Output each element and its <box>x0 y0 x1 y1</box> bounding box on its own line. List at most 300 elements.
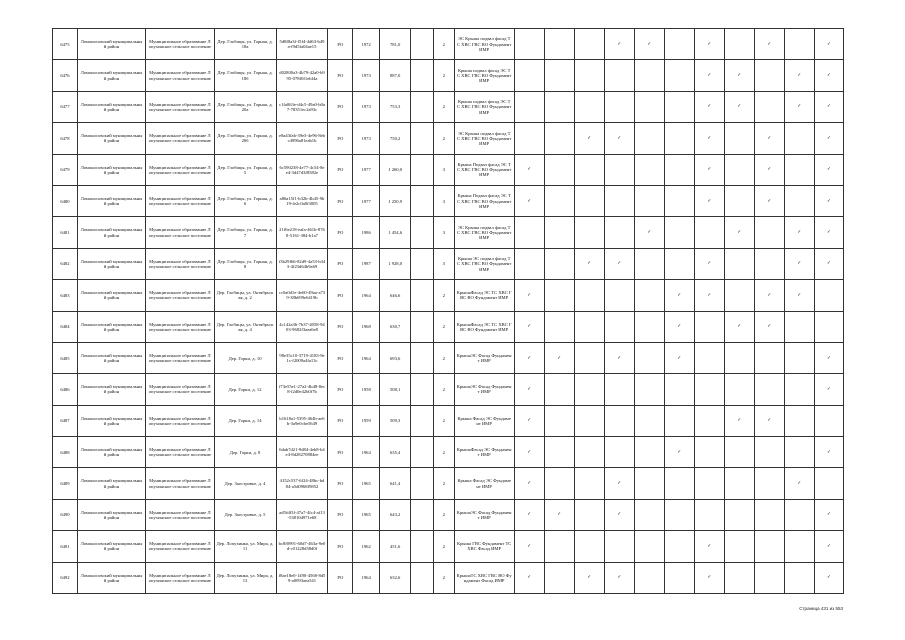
work-mark-cell: ✓ <box>814 374 843 405</box>
work-mark-cell <box>544 185 574 216</box>
work-mark-cell <box>544 311 574 342</box>
cell-type: РО <box>328 154 353 185</box>
work-mark-cell <box>724 185 754 216</box>
work-mark-cell: ✓ <box>694 248 724 279</box>
table-row <box>53 91 844 122</box>
work-mark-cell <box>604 405 634 436</box>
work-mark-cell <box>754 342 784 373</box>
work-mark-cell <box>754 374 784 405</box>
work-mark-cell: ✓ <box>784 217 814 248</box>
work-mark-cell <box>514 248 544 279</box>
work-mark-cell <box>544 91 574 122</box>
cell-address: Дер. Глобицы, ул. Горная, д. 6 <box>214 185 276 216</box>
work-mark-cell: ✓ <box>664 437 694 468</box>
work-mark-cell <box>604 531 634 562</box>
work-mark-cell <box>694 405 724 436</box>
cell-num: 6483 <box>53 280 78 311</box>
work-mark-cell <box>604 280 634 311</box>
cell-fias: 6dab7d21-9d84-4eb8-b4e4-8d28270884ee <box>276 437 328 468</box>
cell-works: КрышаФасад ЭС ТС ХВС ГВС ВО Фундамент ИМР <box>454 280 514 311</box>
cell-num: 6490 <box>53 499 78 530</box>
work-mark-cell <box>634 123 664 154</box>
cell-fias: f73e55e1-27a2-4b48-8ec8-f2d0e42b0f7b <box>276 374 328 405</box>
cell-region: Ломоносовский муниципальный район <box>77 468 145 499</box>
work-mark-cell: ✓ <box>574 562 604 593</box>
cell-num: 6489 <box>53 468 78 499</box>
cell-year: 1972 <box>353 29 380 60</box>
work-mark-cell <box>814 468 843 499</box>
cell-type: РО <box>328 91 353 122</box>
work-mark-cell <box>544 437 574 468</box>
cell-empty <box>411 154 434 185</box>
cell-area: 693,6 <box>380 342 411 373</box>
work-mark-cell: ✓ <box>574 123 604 154</box>
cell-empty <box>411 311 434 342</box>
cell-floors: 2 <box>433 405 454 436</box>
table-row <box>53 342 844 373</box>
cell-empty <box>411 60 434 91</box>
work-mark-cell <box>784 499 814 530</box>
work-mark-cell <box>574 531 604 562</box>
cell-type: РО <box>328 311 353 342</box>
work-mark-cell: ✓ <box>514 531 544 562</box>
work-mark-cell <box>544 280 574 311</box>
cell-region: Ломоносовский муниципальный район <box>77 499 145 530</box>
cell-region: Ломоносовский муниципальный район <box>77 562 145 593</box>
work-mark-cell: ✓ <box>724 60 754 91</box>
cell-num: 6485 <box>53 342 78 373</box>
cell-works: Крыша подвал фасад ЭС ТС ХВС ГВС ВО Фундамент ИМР <box>454 60 514 91</box>
cell-year: 1958 <box>353 374 380 405</box>
cell-area: 646,6 <box>380 280 411 311</box>
work-mark-cell: ✓ <box>604 342 634 373</box>
cell-floors: 3 <box>433 248 454 279</box>
cell-type: РО <box>328 468 353 499</box>
work-mark-cell: ✓ <box>514 374 544 405</box>
cell-address: Дер. Заостровье, д. 4 <box>214 468 276 499</box>
work-mark-cell: ✓ <box>694 154 724 185</box>
work-mark-cell <box>634 280 664 311</box>
work-mark-cell: ✓ <box>694 29 724 60</box>
work-mark-cell: ✓ <box>694 91 724 122</box>
work-mark-cell <box>604 437 634 468</box>
cell-region: Ломоносовский муниципальный район <box>77 342 145 373</box>
cell-type: РО <box>328 531 353 562</box>
work-mark-cell <box>574 342 604 373</box>
cell-area: 781,0 <box>380 29 411 60</box>
cell-floors: 3 <box>433 185 454 216</box>
work-mark-cell: ✓ <box>754 405 784 436</box>
work-mark-cell <box>784 531 814 562</box>
cell-area: 635,4 <box>380 437 411 468</box>
cell-works: Крыша Подвал фасад ЭС ТС ХВС ГВС ВО Фундамент ИМР <box>454 154 514 185</box>
cell-type: РО <box>328 562 353 593</box>
work-mark-cell: ✓ <box>514 499 544 530</box>
cell-area: 509,3 <box>380 405 411 436</box>
work-mark-cell <box>754 468 784 499</box>
work-mark-cell <box>544 248 574 279</box>
work-mark-cell <box>664 248 694 279</box>
work-mark-cell <box>724 248 754 279</box>
work-mark-cell: ✓ <box>724 405 754 436</box>
cell-area: 641,4 <box>380 468 411 499</box>
cell-owner: Муниципальное образование Лопухинское сельское поселение <box>146 374 214 405</box>
cell-year: 1973 <box>353 60 380 91</box>
cell-year: 1965 <box>353 468 380 499</box>
work-mark-cell: ✓ <box>694 280 724 311</box>
cell-empty <box>411 468 434 499</box>
work-mark-cell <box>784 342 814 373</box>
work-mark-cell <box>604 91 634 122</box>
work-mark-cell <box>634 185 664 216</box>
cell-floors: 2 <box>433 342 454 373</box>
work-mark-cell <box>574 468 604 499</box>
cell-owner: Муниципальное образование Лопухинское сельское поселение <box>146 60 214 91</box>
cell-fias: a86a15f1-b32b-4b45-9b19-fe2c0a8f3005 <box>276 185 328 216</box>
work-mark-cell <box>694 437 724 468</box>
work-mark-cell <box>634 60 664 91</box>
work-mark-cell: ✓ <box>514 468 544 499</box>
work-mark-cell <box>604 154 634 185</box>
cell-num: 6476 <box>53 60 78 91</box>
cell-empty <box>411 91 434 122</box>
work-mark-cell: ✓ <box>784 248 814 279</box>
cell-address: Дер. Заостровье, д. 5 <box>214 499 276 530</box>
cell-fias: b1618a1-5395-464b-ae6b-3a9e0cbe5649 <box>276 405 328 436</box>
cell-year: 1964 <box>353 280 380 311</box>
table-row <box>53 185 844 216</box>
work-mark-cell <box>634 342 664 373</box>
cell-fias: c1fa063e-d4c5-49a0-b0a7-78351ec2a93c <box>276 91 328 122</box>
work-mark-cell <box>514 29 544 60</box>
cell-year: 1959 <box>353 405 380 436</box>
cell-year: 1965 <box>353 499 380 530</box>
work-mark-cell <box>634 499 664 530</box>
cell-year: 1973 <box>353 91 380 122</box>
cell-fias: 6c590238-4e77-4c54-8ee4-3d47d3f8582e <box>276 154 328 185</box>
cell-works: ЭС Крыша подвал фасад ТС ХВС ГВС ВО Фундамент ИМР <box>454 217 514 248</box>
cell-fias: f8ae18e0-1490-4568-8d59-a0093aea541 <box>276 562 328 593</box>
table-row <box>53 248 844 279</box>
cell-num: 6478 <box>53 123 78 154</box>
cell-type: РО <box>328 437 353 468</box>
cell-area: 750,2 <box>380 123 411 154</box>
work-mark-cell: ✓ <box>814 437 843 468</box>
work-mark-cell <box>784 29 814 60</box>
cell-year: 1986 <box>353 217 380 248</box>
work-mark-cell <box>694 342 724 373</box>
cell-year: 1977 <box>353 154 380 185</box>
cell-num: 6491 <box>53 531 78 562</box>
work-mark-cell <box>514 217 544 248</box>
work-mark-cell: ✓ <box>754 154 784 185</box>
cell-owner: Муниципальное образование Лопухинское сельское поселение <box>146 29 214 60</box>
cell-empty <box>411 248 434 279</box>
cell-floors: 2 <box>433 562 454 593</box>
table-row <box>53 311 844 342</box>
work-mark-cell <box>664 562 694 593</box>
cell-floors: 2 <box>433 437 454 468</box>
cell-region: Ломоносовский муниципальный район <box>77 437 145 468</box>
work-mark-cell: ✓ <box>814 531 843 562</box>
cell-year: 1964 <box>353 342 380 373</box>
cell-floors: 2 <box>433 91 454 122</box>
work-mark-cell <box>574 217 604 248</box>
cell-empty <box>411 531 434 562</box>
work-mark-cell <box>574 29 604 60</box>
work-mark-cell <box>664 185 694 216</box>
work-mark-cell: ✓ <box>754 311 784 342</box>
work-mark-cell: ✓ <box>514 562 544 593</box>
cell-works: Крыша Фасад ЭС Фундамент ИМР <box>454 405 514 436</box>
cell-fias: f3b29f66-82d9-4a53-b343-4f23d64b9a69 <box>276 248 328 279</box>
work-mark-cell: ✓ <box>604 248 634 279</box>
cell-works: Крыша Фасад ЭС Фундамент ИМР <box>454 468 514 499</box>
work-mark-cell <box>634 374 664 405</box>
cell-num: 6488 <box>53 437 78 468</box>
work-mark-cell: ✓ <box>604 468 634 499</box>
cell-works: КрышаЭС Фасад Фундамент ИМР <box>454 374 514 405</box>
cell-region: Ломоносовский муниципальный район <box>77 29 145 60</box>
work-mark-cell <box>604 217 634 248</box>
work-mark-cell: ✓ <box>514 311 544 342</box>
work-mark-cell <box>604 374 634 405</box>
cell-fias: ad5fdf3f-47a7-4fc4-af13-53810d971e68 <box>276 499 328 530</box>
work-mark-cell <box>574 91 604 122</box>
work-mark-cell <box>724 468 754 499</box>
cell-empty <box>411 185 434 216</box>
work-mark-cell: ✓ <box>814 29 843 60</box>
cell-type: РО <box>328 123 353 154</box>
work-mark-cell <box>784 154 814 185</box>
work-mark-cell <box>544 405 574 436</box>
work-mark-cell: ✓ <box>514 154 544 185</box>
work-mark-cell: ✓ <box>634 29 664 60</box>
work-mark-cell <box>754 499 784 530</box>
work-mark-cell <box>544 531 574 562</box>
work-mark-cell <box>574 154 604 185</box>
work-mark-cell <box>634 154 664 185</box>
cell-area: 1 260,0 <box>380 154 411 185</box>
cell-address: Дер. Глобицы, ул. Горная, д. 20б <box>214 123 276 154</box>
work-mark-cell: ✓ <box>694 531 724 562</box>
cell-area: 508,1 <box>380 374 411 405</box>
cell-fias: 4152c537-6f24-48bc-bd84-a5d0968f9852 <box>276 468 328 499</box>
cell-floors: 2 <box>433 468 454 499</box>
work-mark-cell <box>634 91 664 122</box>
cell-area: 451,6 <box>380 531 411 562</box>
work-mark-cell <box>514 60 544 91</box>
cell-owner: Муниципальное образование Лопухинское сельское поселение <box>146 562 214 593</box>
work-mark-cell <box>664 499 694 530</box>
work-mark-cell <box>634 562 664 593</box>
work-mark-cell: ✓ <box>784 91 814 122</box>
work-mark-cell: ✓ <box>604 499 634 530</box>
cell-floors: 3 <box>433 154 454 185</box>
cell-owner: Муниципальное образование Лопухинское сельское поселение <box>146 499 214 530</box>
work-mark-cell <box>694 311 724 342</box>
cell-fias: 98e35c10-3719-4183-9e1c-f2009a4fa13c <box>276 342 328 373</box>
cell-address: Дер. Лопухинка, ул. Мира, д. 11 <box>214 531 276 562</box>
work-mark-cell <box>754 60 784 91</box>
work-mark-cell <box>544 562 574 593</box>
work-mark-cell <box>544 123 574 154</box>
work-mark-cell: ✓ <box>754 280 784 311</box>
work-mark-cell <box>814 405 843 436</box>
work-mark-cell <box>724 437 754 468</box>
cell-owner: Муниципальное образование Лопухинское сельское поселение <box>146 280 214 311</box>
cell-year: 1964 <box>353 437 380 468</box>
work-mark-cell <box>634 311 664 342</box>
work-mark-cell: ✓ <box>694 562 724 593</box>
cell-works: КрышаТС ХВС ГВС ВО Фундамент Фасад ИМР <box>454 562 514 593</box>
cell-region: Ломоносовский муниципальный район <box>77 311 145 342</box>
cell-owner: Муниципальное образование Лопухинское сельское поселение <box>146 342 214 373</box>
cell-address: Дер. Глобицы, ул. Горная, д. 18а <box>214 29 276 60</box>
work-mark-cell <box>784 437 814 468</box>
work-mark-cell <box>574 499 604 530</box>
table-row <box>53 405 844 436</box>
work-mark-cell <box>724 499 754 530</box>
work-mark-cell <box>694 374 724 405</box>
work-mark-cell <box>784 405 814 436</box>
work-mark-cell <box>784 123 814 154</box>
work-mark-cell: ✓ <box>694 60 724 91</box>
cell-empty <box>411 217 434 248</box>
work-mark-cell <box>664 468 694 499</box>
work-mark-cell: ✓ <box>694 123 724 154</box>
work-mark-cell <box>574 405 604 436</box>
cell-empty <box>411 499 434 530</box>
cell-fias: 5d8f8a3f-f5f4-4d63-b49a-f9d5fa04ae15 <box>276 29 328 60</box>
work-mark-cell <box>604 311 634 342</box>
cell-address: Дер. Горки, д. 12 <box>214 374 276 405</box>
cell-owner: Муниципальное образование Лопухинское сельское поселение <box>146 217 214 248</box>
work-mark-cell <box>664 91 694 122</box>
work-mark-cell <box>574 185 604 216</box>
cell-fias: bc8f0991-60d7-463a-9e0d-c01228d58d0f <box>276 531 328 562</box>
work-mark-cell <box>574 280 604 311</box>
cell-num: 6487 <box>53 405 78 436</box>
table-row <box>53 123 844 154</box>
cell-owner: Муниципальное образование Лопухинское сельское поселение <box>146 311 214 342</box>
housing-register-table <box>52 28 844 594</box>
work-mark-cell <box>694 499 724 530</box>
cell-address: Дер. Глобицы, ул. Горная, д. 8 <box>214 248 276 279</box>
table-row <box>53 374 844 405</box>
cell-area: 1 454,6 <box>380 217 411 248</box>
work-mark-cell: ✓ <box>814 499 843 530</box>
cell-floors: 2 <box>433 311 454 342</box>
cell-address: Дер. Глобицы, ул. Горная, д. 18б <box>214 60 276 91</box>
work-mark-cell <box>754 437 784 468</box>
cell-fias: 4c142a36-7b37-4058-9403-9682f3aea6e8 <box>276 311 328 342</box>
cell-address: Дер. Горки, д. 8 <box>214 437 276 468</box>
work-mark-cell: ✓ <box>814 185 843 216</box>
work-mark-cell <box>724 154 754 185</box>
cell-year: 1962 <box>353 531 380 562</box>
cell-works: КрышаЭС Фасад Фундамент ИМР <box>454 499 514 530</box>
cell-floors: 2 <box>433 531 454 562</box>
work-mark-cell <box>724 123 754 154</box>
cell-works: КрышаФасад ЭС ТС ХВС ГВС ВО Фундамент ИМР <box>454 311 514 342</box>
cell-year: 1964 <box>353 562 380 593</box>
work-mark-cell <box>724 342 754 373</box>
work-mark-cell <box>754 217 784 248</box>
table-body <box>53 29 844 594</box>
table-row <box>53 280 844 311</box>
work-mark-cell: ✓ <box>754 123 784 154</box>
work-mark-cell: ✓ <box>814 562 843 593</box>
cell-address: Дер. Глобицы, ул. Горная, д. 7 <box>214 217 276 248</box>
cell-floors: 2 <box>433 374 454 405</box>
work-mark-cell <box>664 374 694 405</box>
cell-owner: Муниципальное образование Лопухинское сельское поселение <box>146 185 214 216</box>
work-mark-cell: ✓ <box>784 468 814 499</box>
cell-empty <box>411 123 434 154</box>
work-mark-cell: ✓ <box>784 280 814 311</box>
cell-fias: 21f6e218-eafa-461b-8768-5161-384-b1a7 <box>276 217 328 248</box>
work-mark-cell <box>754 531 784 562</box>
work-mark-cell <box>514 91 544 122</box>
cell-owner: Муниципальное образование Лопухинское сельское поселение <box>146 91 214 122</box>
work-mark-cell <box>694 468 724 499</box>
work-mark-cell: ✓ <box>754 29 784 60</box>
work-mark-cell <box>724 280 754 311</box>
work-mark-cell <box>784 562 814 593</box>
work-mark-cell <box>574 60 604 91</box>
work-mark-cell <box>574 374 604 405</box>
table-row <box>53 154 844 185</box>
cell-address: Дер. Глобицы, ул. Горная, д. 5 <box>214 154 276 185</box>
work-mark-cell: ✓ <box>814 123 843 154</box>
table-row <box>53 531 844 562</box>
cell-owner: Муниципальное образование Лопухинское сельское поселение <box>146 531 214 562</box>
cell-region: Ломоносовский муниципальный район <box>77 217 145 248</box>
work-mark-cell: ✓ <box>814 60 843 91</box>
work-mark-cell: ✓ <box>784 60 814 91</box>
cell-region: Ломоносовский муниципальный район <box>77 123 145 154</box>
work-mark-cell: ✓ <box>634 217 664 248</box>
work-mark-cell <box>574 311 604 342</box>
cell-year: 1987 <box>353 248 380 279</box>
cell-owner: Муниципальное образование Лопухинское сельское поселение <box>146 405 214 436</box>
page-number-footer: Страница 431 из 553 <box>799 606 843 611</box>
cell-type: РО <box>328 342 353 373</box>
work-mark-cell: ✓ <box>514 185 544 216</box>
cell-empty <box>411 342 434 373</box>
work-mark-cell: ✓ <box>544 342 574 373</box>
cell-works: КрышаЭС Фасад Фундамент ИМР <box>454 342 514 373</box>
cell-type: РО <box>328 185 353 216</box>
work-mark-cell <box>754 562 784 593</box>
cell-type: РО <box>328 29 353 60</box>
work-mark-cell <box>634 405 664 436</box>
work-mark-cell <box>604 185 634 216</box>
cell-address: Дер. Горки, д. 10 <box>214 342 276 373</box>
cell-empty <box>411 280 434 311</box>
work-mark-cell <box>544 154 574 185</box>
cell-works: Крыша подвал фасад ЭС ТС ХВС ГВС ВО Фундамент ИМР <box>454 91 514 122</box>
cell-num: 6480 <box>53 185 78 216</box>
work-mark-cell <box>664 29 694 60</box>
work-mark-cell <box>634 437 664 468</box>
table-row <box>53 499 844 530</box>
work-mark-cell <box>574 437 604 468</box>
cell-num: 6482 <box>53 248 78 279</box>
work-mark-cell <box>814 311 843 342</box>
work-mark-cell: ✓ <box>814 248 843 279</box>
